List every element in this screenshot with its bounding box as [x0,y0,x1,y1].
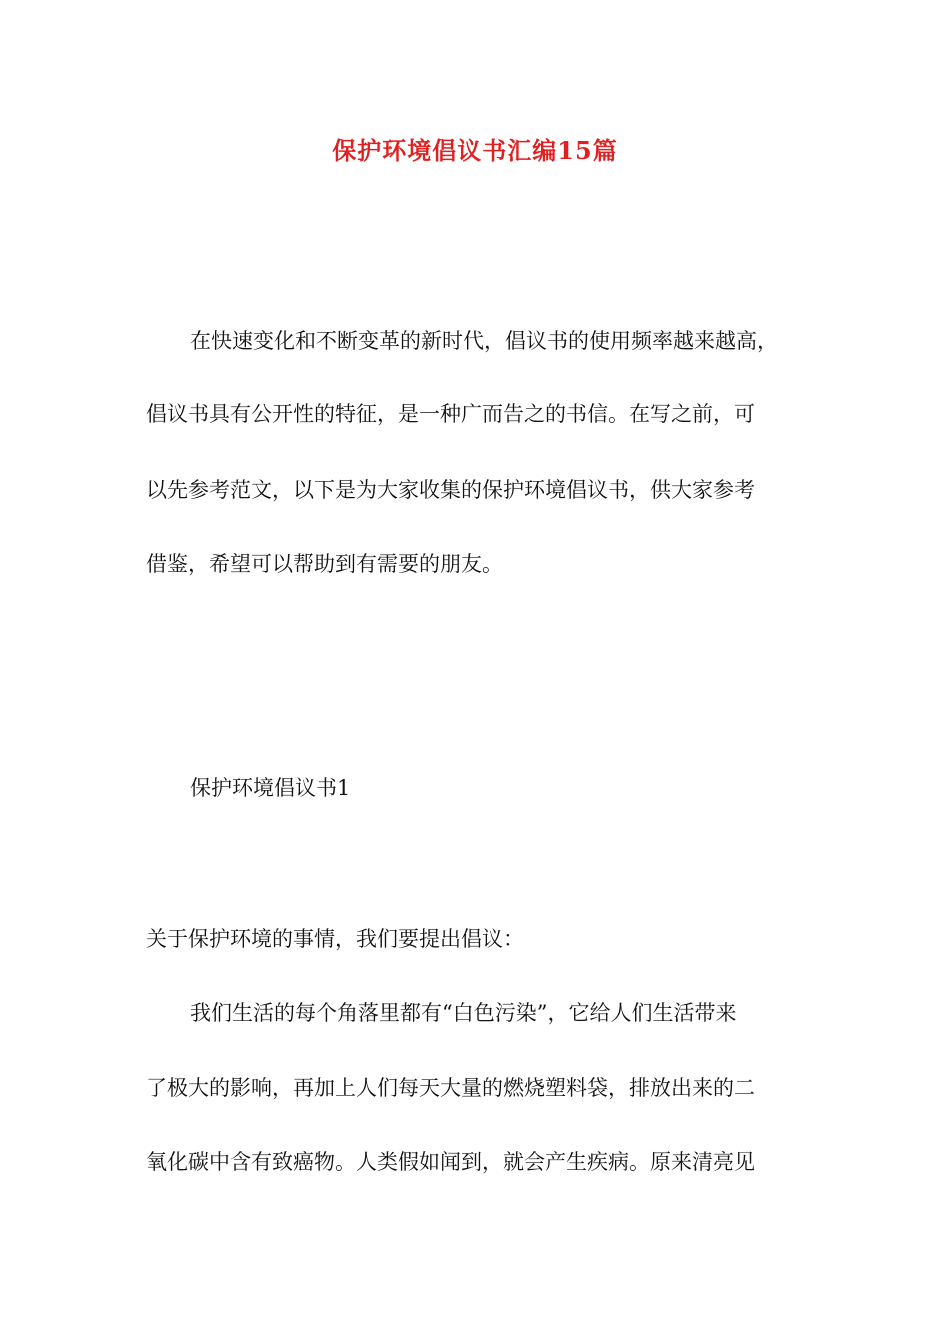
salutation: 关于保护环境的事情，我们要提出倡议： [146,927,524,951]
intro-line-3: 以先参考范文，以下是为大家收集的保护环境倡议书，供大家参考 [146,478,755,502]
body-line-2: 了极大的影响，再加上人们每天大量的燃烧塑料袋，排放出来的二 [146,1076,755,1100]
document-title: 保护环境倡议书汇编15篇 [332,136,618,165]
body-line-3: 氧化碳中含有致癌物。人类假如闻到，就会产生疾病。原来清亮见 [146,1150,755,1174]
section-heading: 保护环境倡议书1 [190,776,351,800]
body-line-1: 我们生活的每个角落里都有“白色污染”，它给人们生活带来 [190,1001,737,1025]
intro-line-2: 倡议书具有公开性的特征，是一种广而告之的书信。在写之前，可 [146,402,755,426]
intro-line-4: 借鉴，希望可以帮助到有需要的朋友。 [146,552,503,576]
intro-line-1: 在快速变化和不断变革的新时代，倡议书的使用频率越来越高， [190,329,778,353]
